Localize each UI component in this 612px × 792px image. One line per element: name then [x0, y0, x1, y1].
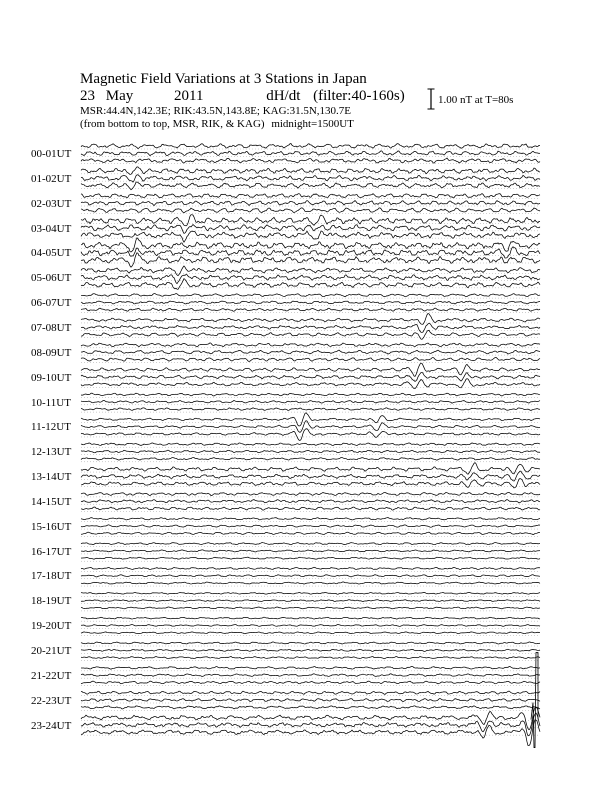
trace-rik: [81, 649, 540, 651]
trace-rik: [81, 225, 540, 234]
trace-msr: [81, 681, 540, 684]
trace-msr: [81, 458, 540, 461]
row-label: 10-11UT: [31, 396, 71, 409]
trace-msr: [81, 158, 540, 163]
trace-kag: [81, 691, 540, 694]
trace-kag: [81, 542, 540, 544]
row-label: 05-06UT: [31, 272, 72, 285]
trace-rik: [81, 674, 540, 677]
trace-msr: [81, 357, 540, 361]
row-label: 20-21UT: [31, 645, 72, 657]
trace-rik: [81, 400, 540, 403]
trace-msr: [81, 231, 540, 242]
trace-kag: [81, 492, 540, 495]
date-year: 2011: [174, 88, 204, 104]
scale-label: 1.00 nT at T=80s: [438, 94, 514, 106]
row-label: 00-01UT: [31, 148, 72, 160]
row-label: 08-09UT: [31, 346, 72, 359]
trace-rik: [81, 471, 540, 481]
trace-kag: [81, 215, 540, 226]
trace-kag: [81, 518, 540, 520]
row-label: 21-22UT: [31, 669, 72, 682]
row-label: 04-05UT: [31, 247, 72, 260]
trace-msr: [81, 557, 540, 559]
trace-rik: [81, 698, 540, 701]
row-label: 13-14UT: [31, 471, 72, 484]
trace-rik: [81, 525, 540, 527]
trace-rik: [81, 301, 540, 304]
row-label: 09-10UT: [31, 371, 72, 384]
row-label: 17-18UT: [31, 570, 72, 583]
trace-rik: [81, 323, 540, 332]
trace-kag: [81, 567, 540, 569]
trace-kag: [81, 413, 540, 426]
trace-rik: [81, 624, 540, 626]
station-coordinates: MSR:44.4N,142.3E; RIK:43.5N,143.8E; KAG:31.5N,130.7E: [80, 105, 352, 117]
row-label: 16-17UT: [31, 545, 72, 558]
trace-msr: [81, 208, 540, 213]
trace-msr: [81, 532, 540, 534]
trace-kag: [81, 363, 540, 376]
trace-kag: [81, 238, 540, 252]
trace-msr: [81, 408, 540, 411]
row-label: 22-23UT: [31, 694, 72, 707]
trace-rik: [81, 350, 540, 354]
row-label: 07-08UT: [31, 321, 72, 334]
station-order-note: (from bottom to top, MSR, RIK, & KAG): [80, 118, 265, 130]
filter-label: (filter:40-160s): [313, 88, 405, 104]
chart-title: Magnetic Field Variations at 3 Stations in Japan: [80, 71, 367, 87]
trace-kag: [81, 266, 540, 276]
row-label: 12-13UT: [31, 446, 72, 459]
row-label: 11-12UT: [31, 421, 71, 434]
trace-msr: [81, 656, 540, 658]
trace-rik: [81, 201, 540, 206]
row-label: 15-16UT: [31, 520, 72, 533]
trace-msr: [81, 632, 540, 634]
row-label: 03-04UT: [31, 222, 72, 235]
trace-rik: [81, 500, 540, 503]
row-label: 19-20UT: [31, 620, 72, 633]
date-day: 23: [80, 88, 95, 104]
trace-msr: [81, 330, 540, 339]
trace-kag: [81, 443, 540, 446]
trace-kag: [81, 293, 540, 296]
trace-rik: [81, 450, 540, 453]
trace-kag: [81, 666, 540, 669]
trace-kag: [81, 144, 540, 149]
trace-msr: [81, 429, 540, 441]
trace-rik: [81, 575, 540, 577]
trace-msr: [81, 706, 540, 709]
trace-kag: [81, 343, 540, 347]
trace-msr: [81, 607, 540, 609]
quantity-label: dH/dt: [266, 88, 301, 104]
trace-kag: [81, 167, 540, 175]
row-label: 18-19UT: [31, 595, 72, 608]
trace-kag: [81, 313, 540, 324]
trace-kag: [81, 642, 540, 644]
trace-msr: [81, 507, 540, 510]
row-label: 01-02UT: [31, 172, 72, 185]
trace-msr: [81, 308, 540, 311]
trace-rik: [81, 275, 540, 284]
row-label: 02-03UT: [31, 197, 72, 210]
trace-kag: [81, 194, 540, 198]
trace-msr: [81, 582, 540, 584]
trace-kag: [81, 592, 540, 594]
trace-rik: [81, 550, 540, 552]
trace-rik: [81, 600, 540, 602]
trace-kag: [81, 617, 540, 619]
midnight-note: midnight=1500UT: [271, 118, 354, 130]
row-label: 06-07UT: [31, 297, 72, 310]
row-label: 14-15UT: [31, 495, 72, 508]
date-month: May: [105, 88, 134, 104]
trace-rik: [81, 151, 540, 156]
row-label: 23-24UT: [31, 719, 72, 732]
trace-kag: [81, 463, 540, 475]
trace-kag: [81, 393, 540, 396]
